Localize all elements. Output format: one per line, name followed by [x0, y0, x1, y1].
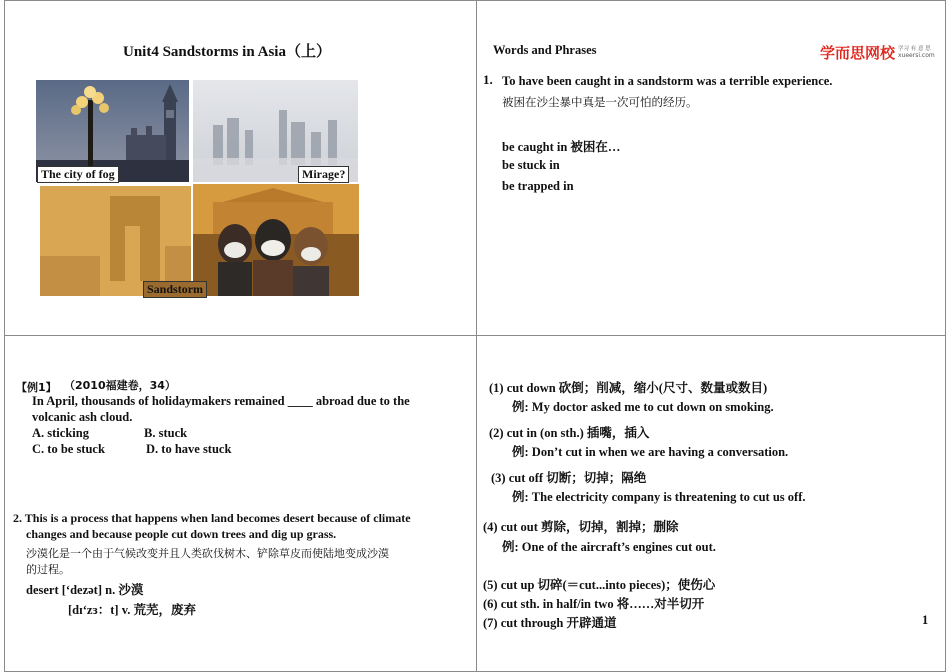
question-line: volcanic ash cloud.	[32, 410, 133, 424]
phrase-example: 例: The electricity company is threatening to cut us off.	[512, 490, 806, 504]
definition-line: changes and because people cut down trees and dig up grass.	[26, 527, 337, 541]
phrase-example: 例: My doctor asked me to cut down on smoking.	[512, 400, 774, 414]
slide-title: Unit4 Sandstorms in Asia（上）	[123, 44, 331, 60]
question-line: In April, thousands of holidaymakers remained ____ abroad due to the	[32, 394, 410, 408]
caption-city-of-fog: The city of fog	[37, 166, 119, 183]
phrase-item: be stuck in	[502, 158, 560, 172]
option-a: A. sticking	[32, 426, 89, 440]
definition-translation: 沙漠化是一个由于气候改变并且人类砍伐树木、铲除草皮而使陆地变成沙漠	[26, 547, 389, 560]
logo-main-text: 学而思网校	[820, 44, 896, 62]
phrase-heading: (1) cut down 砍倒；削减，缩小(尺寸、数量或数目)	[489, 381, 768, 395]
photo-sandstorm-people	[193, 184, 359, 296]
item-number: 1.	[483, 72, 493, 87]
example-sentence-translation: 被困在沙尘暴中真是一次可怕的经历。	[502, 95, 698, 109]
phrase-line: (6) cut sth. in half/in two 将……对半切开	[483, 597, 705, 611]
phrase-line: (5) cut up 切碎(＝cut...into pieces)；使伤心	[483, 578, 716, 592]
caption-mirage: Mirage?	[298, 166, 349, 183]
photo-sandstorm-building	[40, 186, 191, 296]
option-c: C. to be stuck	[32, 442, 105, 456]
example-tag: 【例1】	[16, 381, 57, 394]
example-sentence: To have been caught in a sandstorm was a terrible experience.	[502, 74, 833, 88]
phrase-heading: (2) cut in (on sth.) 插嘴，插入	[489, 426, 650, 440]
logo	[820, 42, 940, 66]
phrase-heading: (4) cut out 剪除，切掉，割掉；删除	[483, 520, 679, 534]
example-source: （2010福建卷，34）	[64, 379, 176, 392]
vocab-desert-verb: [dɪ‘zɜ：t] v. 荒芜，废弃	[68, 603, 197, 617]
definition-translation: 的过程。	[26, 563, 70, 576]
page-number: 1	[922, 613, 929, 627]
phrase-item: be caught in 被困在…	[502, 140, 621, 154]
phrase-item: be trapped in	[502, 179, 574, 193]
vocab-desert-noun: desert [‘dezət] n. 沙漠	[26, 583, 144, 597]
phrase-example: 例: Don’t cut in when we are having a conversation.	[512, 445, 789, 459]
logo-url: xueersi.com	[898, 52, 935, 59]
option-d: D. to have stuck	[146, 442, 232, 456]
option-b: B. stuck	[144, 426, 188, 440]
phrase-example: 例: One of the aircraft’s engines cut out.	[502, 540, 716, 554]
caption-sandstorm: Sandstorm	[143, 281, 207, 298]
logo-tagline: 学习 有 意 思	[898, 46, 931, 52]
phrase-line: (7) cut through 开辟通道	[483, 616, 617, 630]
phrase-heading: (3) cut off 切断；切掉；隔绝	[491, 471, 647, 485]
definition-line: 2. This is a process that happens when land becomes desert because of climate	[13, 511, 411, 525]
section-heading: Words and Phrases	[493, 43, 597, 57]
